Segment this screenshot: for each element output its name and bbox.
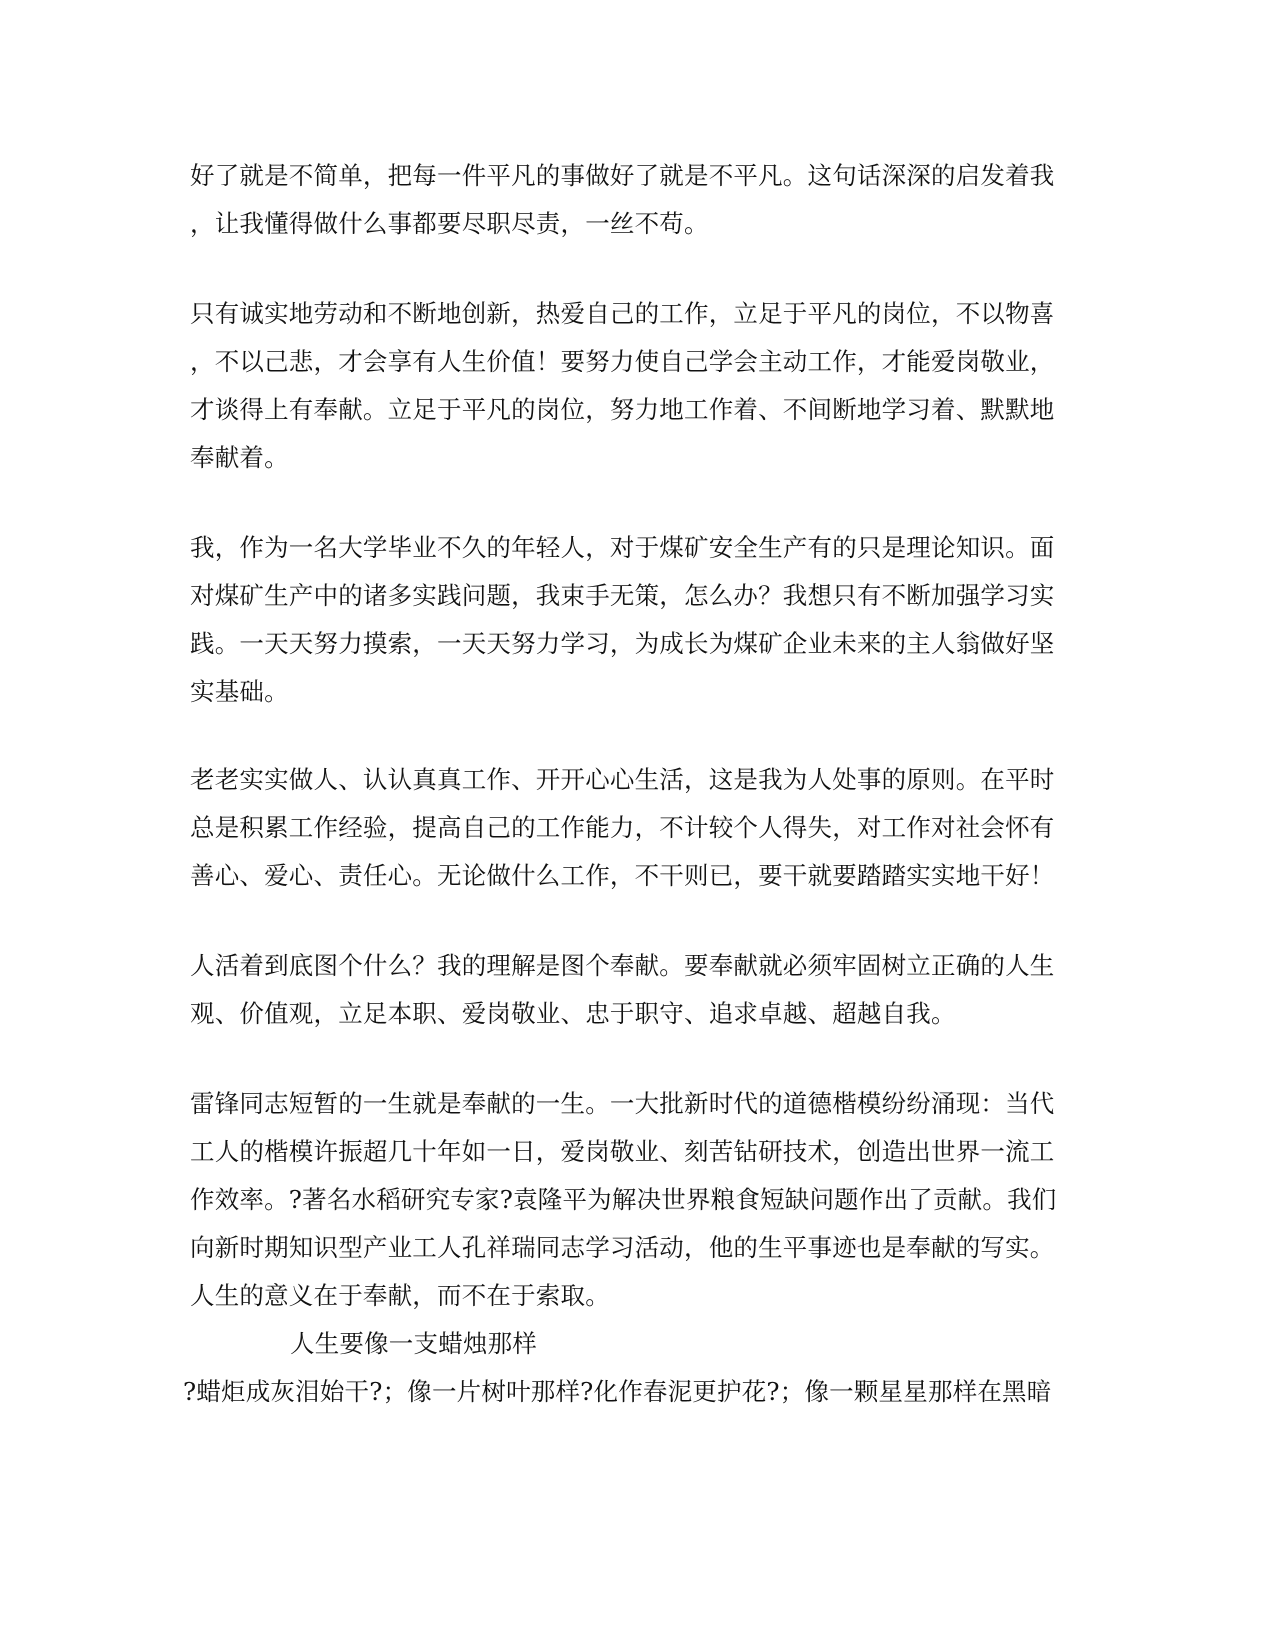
text-line: 人活着到底图个什么？我的理解是图个奉献。要奉献就必须牢固树立正确的人生 [190,951,1055,980]
text-line: 才谈得上有奉献。立足于平凡的岗位，努力地工作着、不间断地学习着、默默地 [190,395,1055,424]
paragraph-5 [190,942,1070,1038]
text-line: 奉献着。 [190,443,289,472]
text-line: 实基础。 [190,677,289,706]
text-line: 善心、爱心、责任心。无论做什么工作，不干则已，要干就要踏踏实实地干好！ [190,861,1055,890]
text-line: 只有诚实地劳动和不断地创新，热爱自己的工作，立足于平凡的岗位，不以物喜 [190,299,1055,328]
text-line: 总是积累工作经验，提高自己的工作能力，不计较个人得失，对工作对社会怀有 [190,813,1055,842]
text-line: 向新时期知识型产业工人孔祥瑞同志学习活动，他的生平事迹也是奉献的写实。 [190,1233,1055,1262]
paragraph-4 [190,756,1070,900]
paragraph-7 [183,1368,1063,1416]
text-line: 我，作为一名大学毕业不久的年轻人，对于煤矿安全生产有的只是理论知识。面 [190,533,1055,562]
text-line: 观、价值观，立足本职、爱岗敬业、忠于职守、追求卓越、超越自我。 [190,999,956,1028]
paragraph-6 [190,1080,1070,1368]
text-line: ，不以己悲，才会享有人生价值！要努力使自己学会主动工作，才能爱岗敬业， [190,347,1055,376]
text-line: 践。一天天努力摸索，一天天努力学习，为成长为煤矿企业未来的主人翁做好坚 [190,629,1055,658]
text-line: 对煤矿生产中的诸多实践问题，我束手无策，怎么办？我想只有不断加强学习实 [190,581,1055,610]
text-line: 作效率。?著名水稻研究专家?袁隆平为解决世界粮食短缺问题作出了贡献。我们 [190,1185,1057,1214]
text-line: 工人的楷模许振超几十年如一日，爱岗敬业、刻苦钻研技术，创造出世界一流工 [190,1137,1055,1166]
paragraph-3 [190,524,1070,716]
text-line: ，让我懂得做什么事都要尽职尽责，一丝不苟。 [190,209,709,238]
text-line: 雷锋同志短暂的一生就是奉献的一生。一大批新时代的道德楷模纷纷涌现：当代 [190,1089,1055,1118]
indented-text-line: 人生要像一支蜡烛那样 [290,1329,537,1358]
text-line: 老老实实做人、认认真真工作、开开心心生活，这是我为人处事的原则。在平时 [190,765,1055,794]
paragraph-1 [190,152,1070,248]
paragraph-2 [190,290,1070,482]
text-line: ?蜡炬成灰泪始干?；像一片树叶那样?化作春泥更护花?；像一颗星星那样在黑暗 [183,1377,1052,1406]
text-line: 人生的意义在于奉献，而不在于索取。 [190,1281,610,1310]
text-line: 好了就是不简单，把每一件平凡的事做好了就是不平凡。这句话深深的启发着我 [190,161,1055,190]
